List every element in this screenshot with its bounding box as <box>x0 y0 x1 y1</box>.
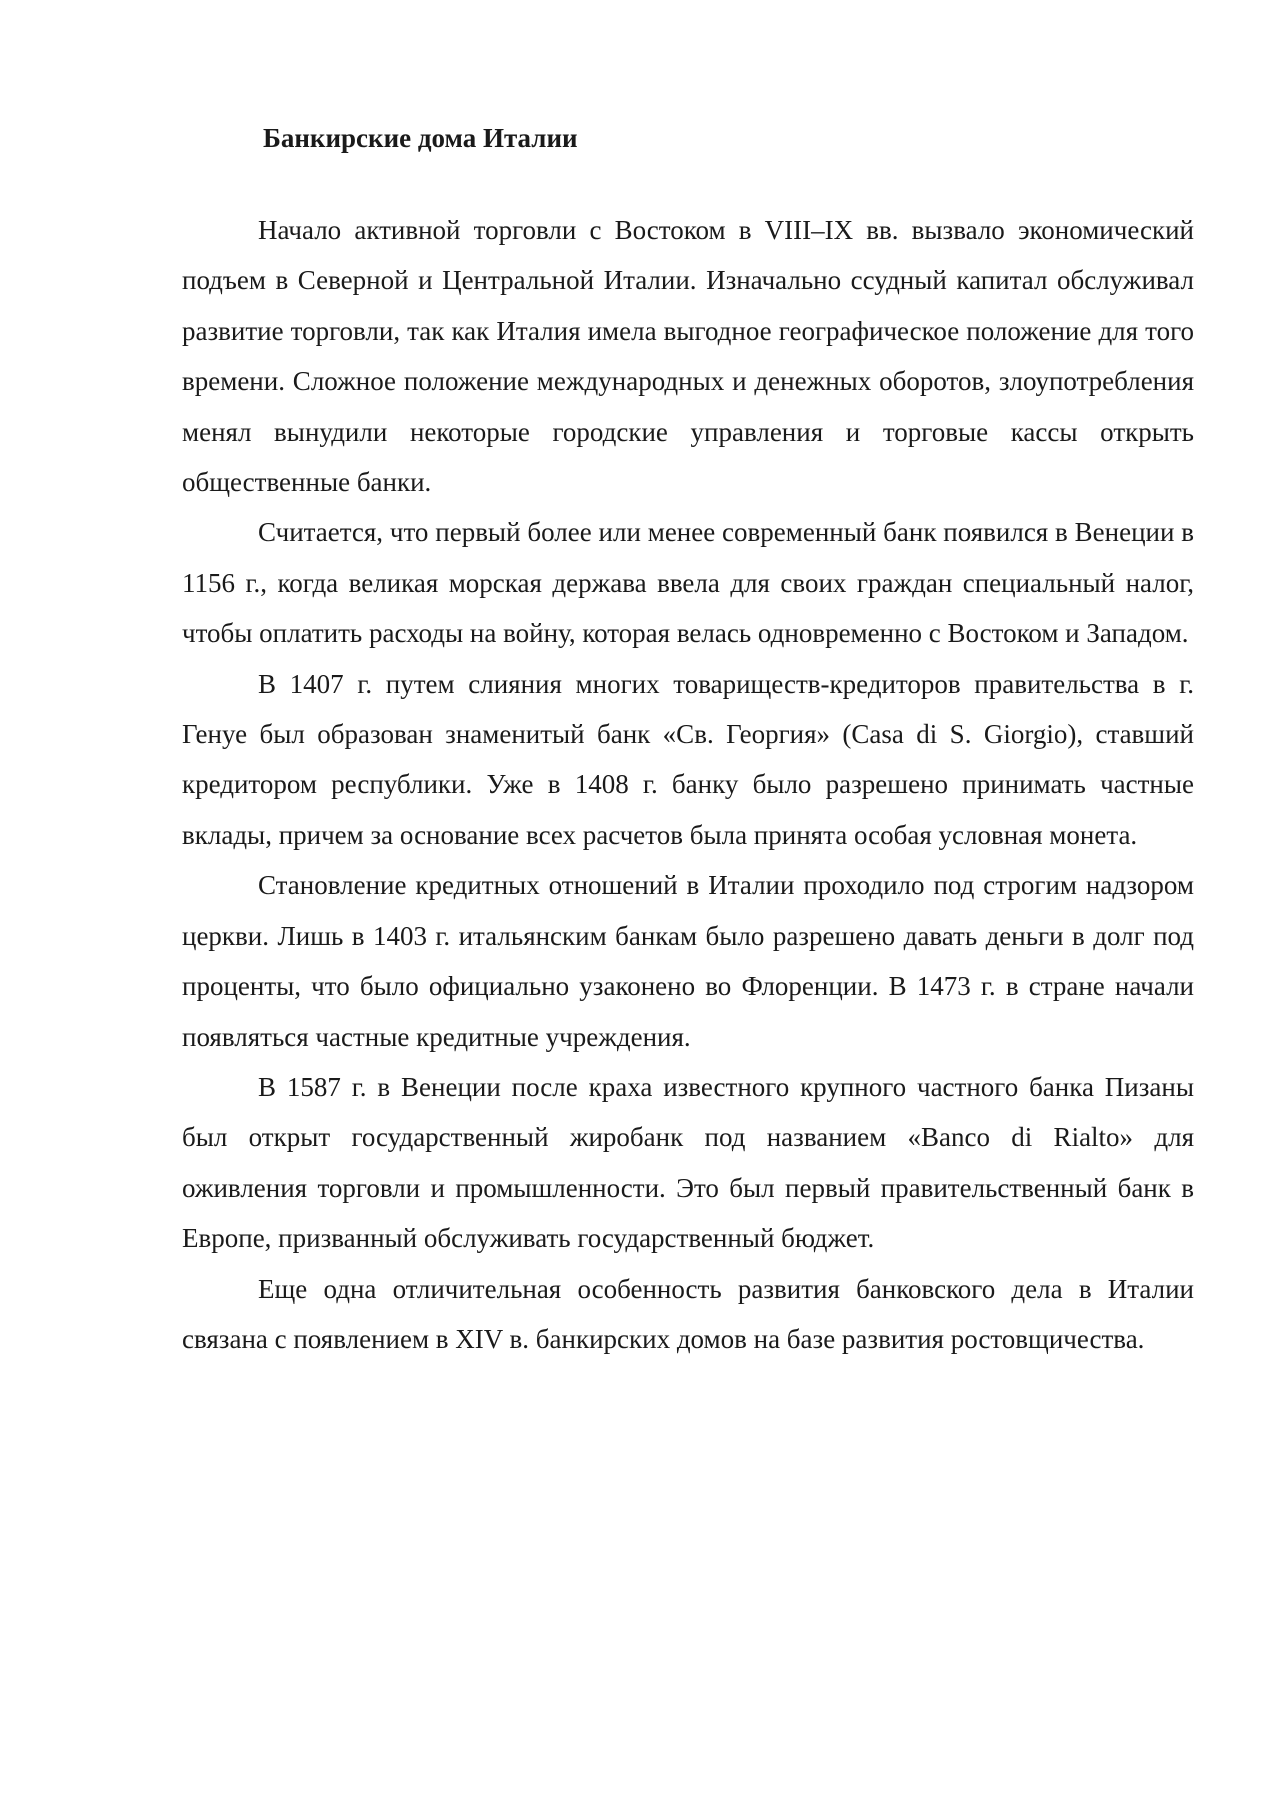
document-body <box>182 205 1194 1364</box>
paragraph-6: Еще одна отличительная особенность развития банковского дела в Италии связана с появлением в XIV в. банкирских домов на базе развития ростовщичества. <box>182 1273 1194 1354</box>
paragraph-1: Начало активной торговли с Востоком в VIII–IX вв. вызвало экономический подъем в Северной и Центральной Италии. Изначально ссудный капитал обслуживал развитие торговли, так как Италия имела выгодное географическое положение для того времени. Сложное положение международных и денежных оборотов, злоупотребления менял вынудили некоторые городские управления и торговые кассы открыть общественные банки. <box>182 215 1194 498</box>
paragraph-3: В 1407 г. путем слияния многих товариществ-кредиторов правительства в г. Генуе был образован знаменитый банк «Св. Георгия» (Casa di S. Giorgio), ставший кредитором республики. Уже в 1408 г. банку было разрешено принимать частные вклады, причем за основание всех расчетов была принята особая условная монета. <box>182 668 1194 850</box>
paragraph-5: В 1587 г. в Венеции после краха известного крупного частного банка Пизаны был открыт государственный жиробанк под названием «Banco di Rialto» для оживления торговли и промышленности. Это был первый правительственный банк в Европе, призванный обслуживать государственный бюджет. <box>182 1071 1194 1254</box>
paragraph-4: Становление кредитных отношений в Италии проходило под строгим надзором церкви. Лишь в 1403 г. итальянским банкам было разрешено давать деньги в долг под проценты, что было официально узаконено во Флоренции. В 1473 г. в стране начали появляться частные кредитные учреждения. <box>182 870 1194 1052</box>
paragraph-2: Считается, что первый более или менее современный банк появился в Венеции в 1156 г., когда великая морская держава ввела для своих граждан специальный налог, чтобы оплатить расходы на войну, которая велась одновременно с Востоком и Западом. <box>182 517 1194 649</box>
page-title: Банкирские дома Италии <box>263 123 578 153</box>
